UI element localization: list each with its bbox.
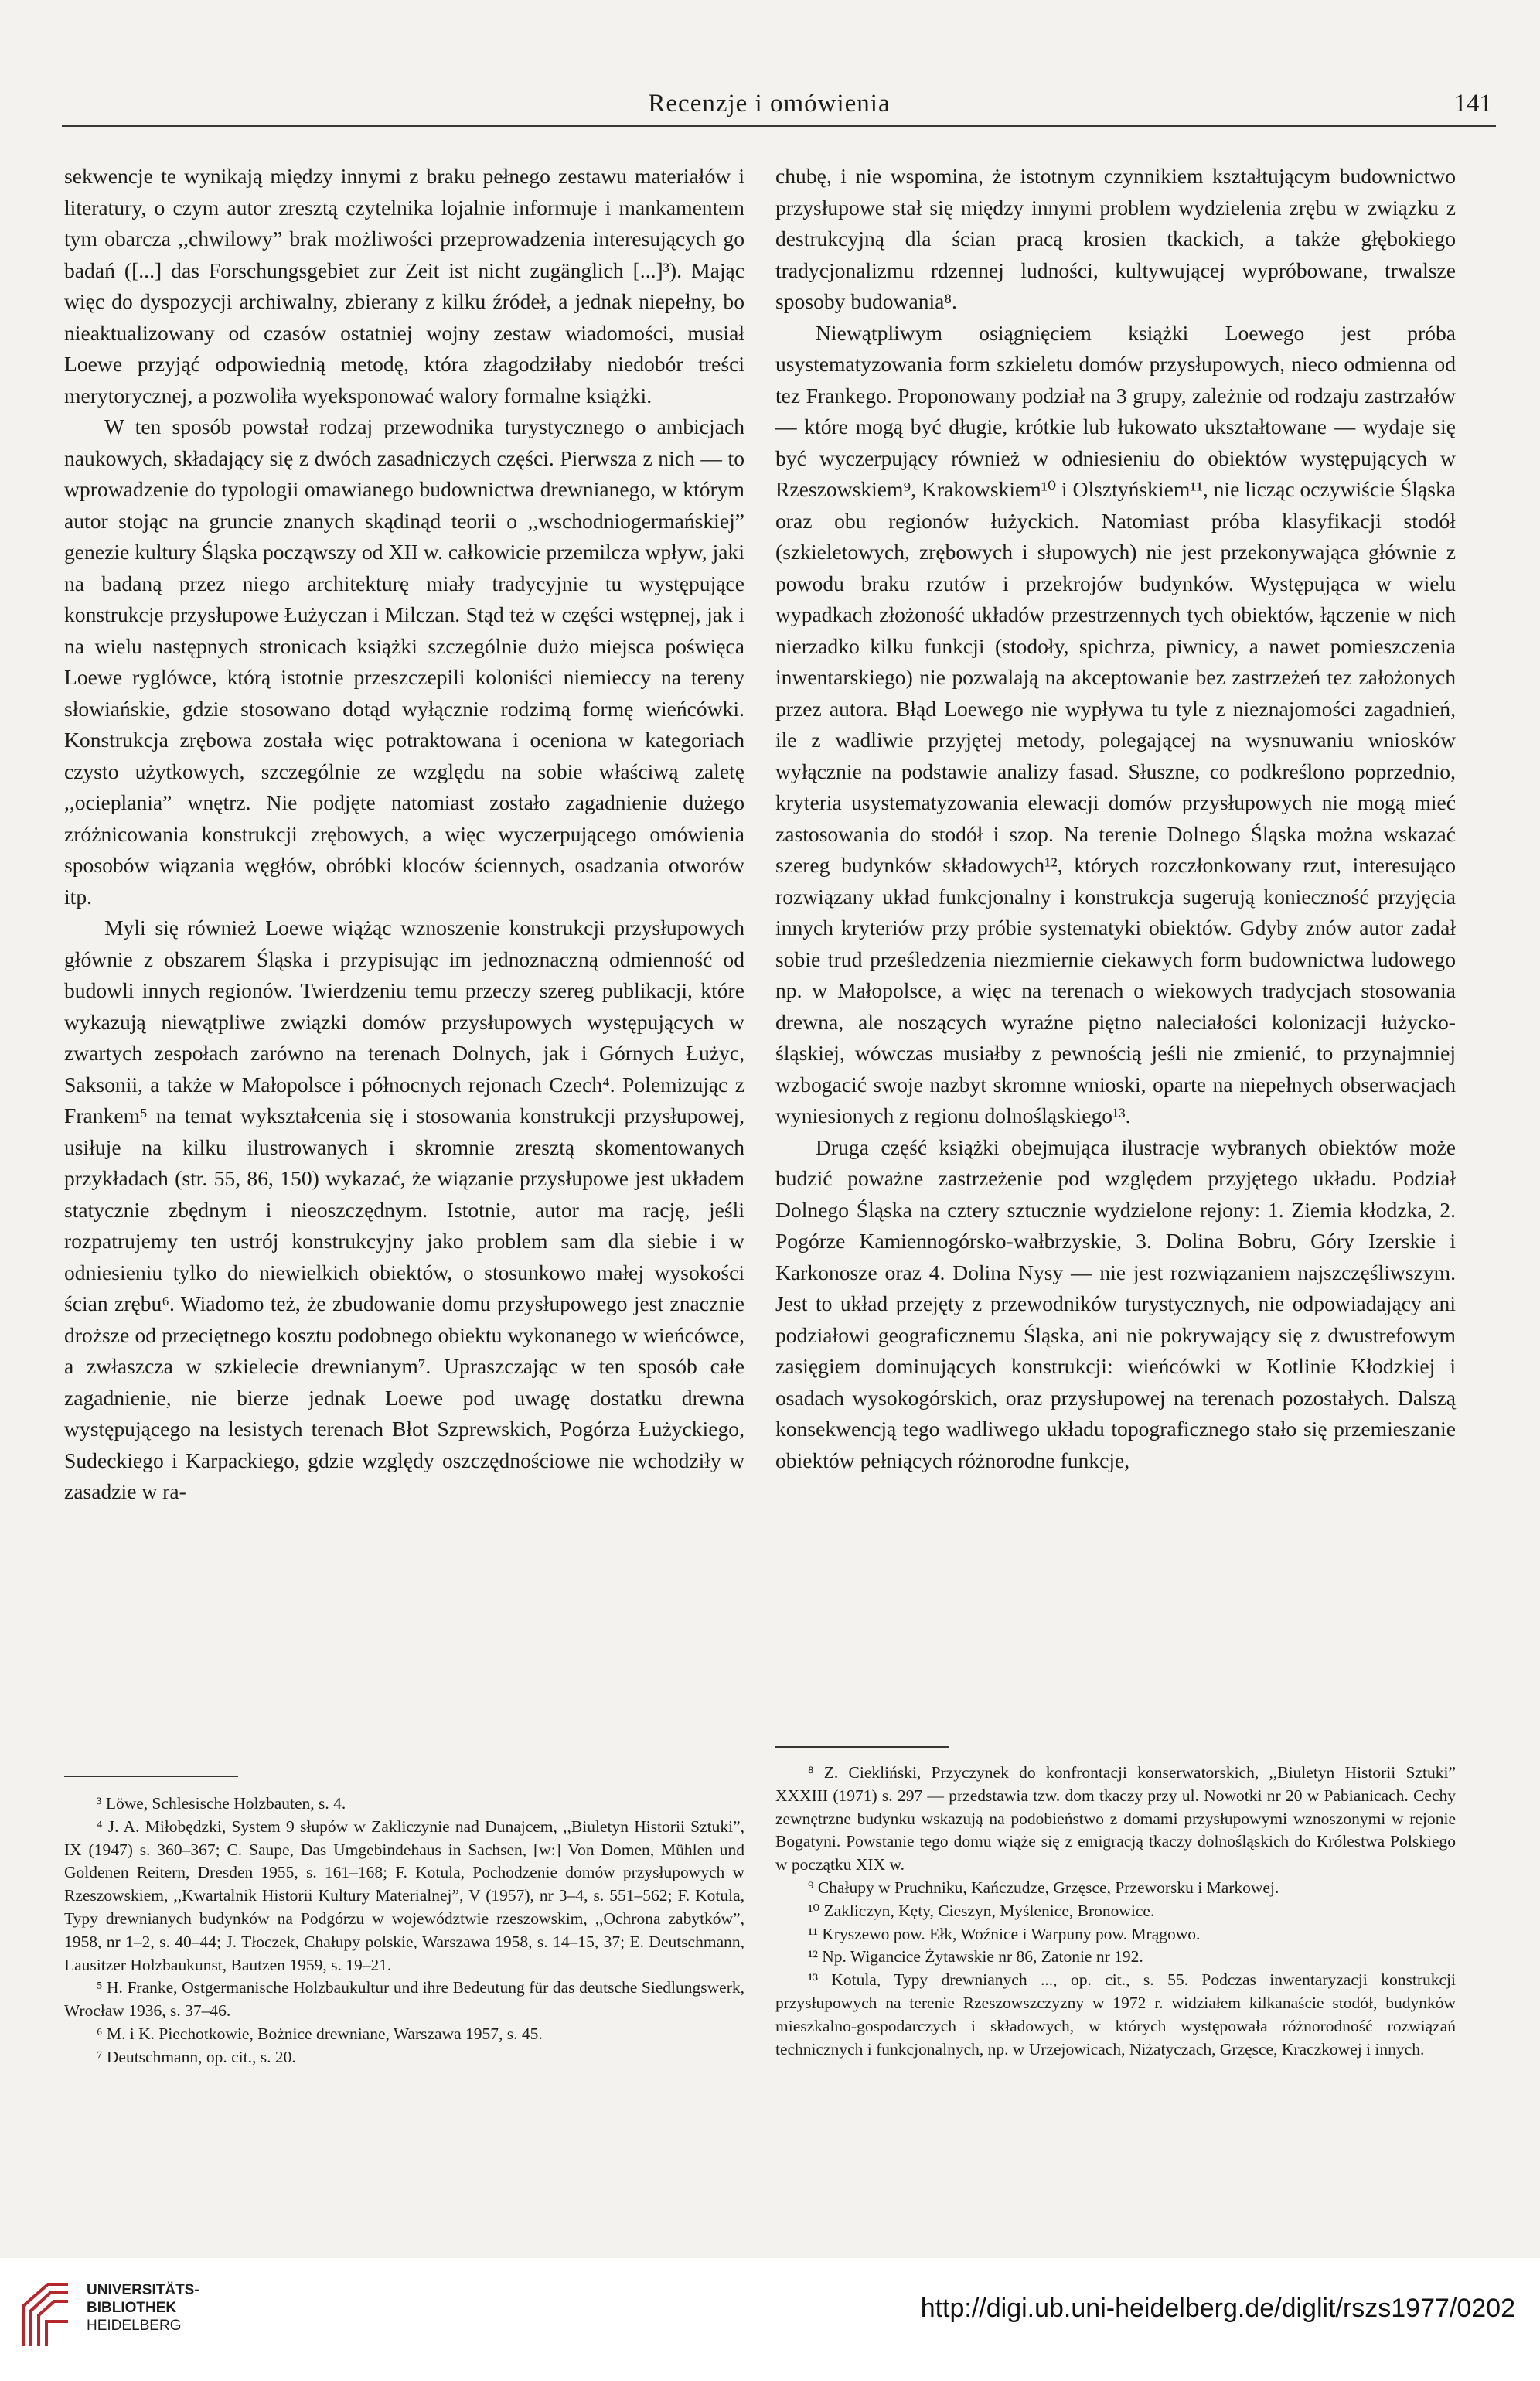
footnote: ⁸ Z. Ciekliński, Przyczynek do konfrontacji konserwatorskich, ,,Biuletyn Historii Sztuki” XXXIII (1971) s. 297 — przedstawia tzw. dom tkaczy przy ul. Nowotki nr 20 w Pabianicach. Cechy zewnętrzne budynku wskazują na podobieństwo z domami przysłupowymi wznoszonymi w rejonie Bogatyni. Powstanie tego domu wiąże się z emigracją tkaczy dolnośląskich do Królestwa Polskiego w początku XIX w. xyxy=(775,1763,1456,1874)
library-name-line: UNIVERSITÄTS- xyxy=(87,2282,199,2298)
paragraph: Niewątpliwym osiągnięciem książki Loewego jest próba usystematyzowania form szkieletu domów przysłupowych, nieco odmienna od tez Frankego. Proponowany podział na 3 grupy, zależnie od rodzaju zastrzałów — które mogą być długie, krótkie lub łukowato ukształtowane — wydaje się być wyczerpujący również w odniesieniu do obiektów występujących w Rzeszowskiem⁹, Krakowskiem¹⁰ i Olsztyńskiem¹¹, nie licząc oczywiście Śląska oraz obu regionów łużyckich. Natomiast próba klasyfikacji stodół (szkieletowych, zrębowych i słupowych) nie jest przekonywająca głównie z powodu braku rzutów i przekrojów budynków. Występująca w wielu wypadkach złożoność układów przestrzennych tych obiektów, łączenie w nich nierzadko kilku funkcji (stodoły, spichrza, piwnicy, a nawet pomieszczenia inwentarskiego) nie pozwalają na akceptowanie bez zastrzeżeń tez założonych przez autora. Błąd Loewego nie wypływa tu tyle z nieznajomości zagadnień, ile z wadliwie przyjętej metody, polegającej na wysnuwaniu wniosków wyłącznie na podstawie analizy fasad. Słuszne, co podkreślono poprzednio, kryteria usystematyzowania elewacji domów przysłupowych nie mogą mieć zastosowania do stodół i szop. Na terenie Dolnego Śląska można wskazać szereg budynków składowych¹², których rozczłonkowany rzut, interesująco rozwiązany układ funkcjonalny i konstrukcja sugerują konieczność przyjęcia innych kryteriów przy próbie systematyki obiektów. Gdyby znów autor zadał sobie trud prześledzenia niezmiernie ciekawych form budownictwa ludowego np. w Małopolsce, a więc na terenach o wiekowych tradycjach stosowania drewna, ale noszących wyraźne piętno naleciałości kolonizacji łużycko-śląskiej, wówczas musiałby z pewnością jeśli nie zmienić, to przynajmniej wzbogacić swoje nazbyt skromne wnioski, oparte na niepełnych obserwacjach wyniesionych z regionu dolnośląskiego¹³. xyxy=(775,320,1456,1127)
footnote: ⁹ Chałupy w Pruchniku, Kańczudze, Grzęsce, Przeworsku i Markowej. xyxy=(808,1878,1279,1897)
paragraph: chubę, i nie wspomina, że istotnym czynnikiem kształtującym budownictwo przysłupowe stał się między innymi problem wydzielenia zrębu w związku z destrukcyjną dla ścian pracą krosien tkackich, a także głębokiego tradycjonalizmu rdzennej ludności, kultywującej wypróbowane, trwalsze sposoby budowania⁸. xyxy=(775,164,1456,313)
page-number: 141 xyxy=(1453,90,1492,118)
footnote: ³ Löwe, Schlesische Holzbauten, s. 4. xyxy=(97,1794,346,1813)
running-head xyxy=(46,90,1492,136)
footnote-rule xyxy=(775,1746,949,1748)
footnote: ⁴ J. A. Miłobędzki, System 9 słupów w Zakliczynie nad Dunajcem, ,,Biuletyn Historii Sztuki”, IX (1947) s. 360–367; C. Saupe, Das Umgebindehaus in Sachsen, [w:] Von Domen, Mühlen und Goldenen Reitern, Dresden 1955, s. 161–168; F. Kotula, Pochodzenie domów przysłupowych w Rzeszowskiem, ,,Kwartalnik Historii Kultury Materialnej”, V (1957), nr 3–4, s. 551–562; F. Kotula, Typy drewnianych budynków na Podgórzu w województwie rzeszowskim, ,,Ochrona zabytków”, 1958, nr 1–2, s. 40–44; J. Tłoczek, Chałupy polskie, Warszawa 1958, s. 14–15, 37; E. Deutschmann, Lausitzer Holzbaukunst, Bautzen 1959, s. 19–21. xyxy=(64,1816,744,1974)
left-column xyxy=(64,161,744,1508)
footnote: ¹² Np. Wigancice Żytawskie nr 86, Zatonie nr 192. xyxy=(808,1947,1143,1967)
paragraph: sekwencje te wynikają między innymi z braku pełnego zestawu materiałów i literatury, o czym autor zresztą czytelnika lojalnie informuje i mankamentem tym obarcza ,,chwilowy” brak możliwości przeprowadzenia interesujących go badań ([...] das Forschungsgebiet zur Zeit ist nicht zugänglich [...]³). Mając więc do dyspozycji archiwalny, zbierany z kilku źródeł, a jednak niepełny, bo nieaktualizowany od czasów ostatniej wojny zestaw wiadomości, musiał Loewe przyjąć odpowiednią metodę, która złagodziłaby niedobór treści merytorycznej, a pozwoliła wyeksponować walory formalne książki. xyxy=(64,164,744,408)
library-name-line: HEIDELBERG xyxy=(87,2318,182,2334)
library-name xyxy=(87,2281,199,2335)
footnote: ¹¹ Kryszewo pow. Ełk, Woźnice i Warpuny pow. Mrągowo. xyxy=(808,1924,1201,1943)
left-footnotes xyxy=(64,1793,744,2069)
paragraph: Myli się również Loewe wiążąc wznoszenie konstrukcji przysłupowych głównie z obszarem Śląska i przypisując im jednoznaczną odmienność od budowli innych regionów. Twierdzeniu temu przeczy szereg publikacji, które wykazują niewątpliwe związki domów przysłupowych występujących w zwartych zespołach zarówno na terenach Dolnych, jak i Górnych Łużyc, Saksonii, a także w Małopolsce i północnych rejonach Czech⁴. Polemizując z Frankem⁵ na temat wykształcenia się i stosowania konstrukcji przysłupowej, usiłuje na kilku ilustrowanych i skromnie zresztą skomentowanych przykładach (str. 55, 86, 150) wykazać, że wiązanie przysłupowe jest układem statycznie zbędnym i nieoszczędnym. Istotnie, autor ma rację, jeśli rozpatrujemy ten ustrój konstrukcyjny jako problem sam dla siebie i w odniesieniu tylko do niewielkich obiektów, o stosunkowo małej wysokości ścian zrębu⁶. Wiadomo też, że zbudowanie domu przysłupowego jest znacznie droższe od przeciętnego kosztu podobnego obiektu wykonanego w wieńcówce, a zwłaszcza w szkielecie drewnianym⁷. Upraszczając w ten sposób całe zagadnienie, nie bierze jednak Loewe pod uwagę dostatku drewna występującego na lesistych terenach Błot Szprewskich, Pogórza Łużyckiego, Sudeckiego i Karpackiego, gdzie względy oszczędnościowe nie wchodziły w zasadzie w ra- xyxy=(64,916,744,1503)
footnote-rule xyxy=(64,1776,238,1777)
paragraph: Druga część książki obejmująca ilustracje wybranych obiektów może budzić poważne zastrzeżenie pod względem przyjętego układu. Podział Dolnego Śląska na cztery sztucznie wydzielone rejony: 1. Ziemia kłodzka, 2. Pogórze Kamiennogórsko-wałbrzyskie, 3. Dolina Bobru, Góry Izerskie i Karkonosze oraz 4. Dolina Nysy — nie jest rozwiązaniem najszczęśliwszym. Jest to układ przejęty z przewodników turystycznych, nie odpowiadający ani podziałowi geograficznemu Śląska, ani nie pokrywający się z dwustrefowym zasięgiem dominujących konstrukcji: wieńcówki w Kotlinie Kłodzkiej i osadach wysokogórskich, oraz przysłupowej na terenach pozostałych. Dalszą konsekwencją tego wadliwego układu topograficznego stało się przemieszanie obiektów pełniących różnorodne funkcje, xyxy=(775,1134,1456,1472)
footnote: ⁶ M. i K. Piechotkowie, Bożnice drewniane, Warszawa 1957, s. 45. xyxy=(97,2024,543,2043)
footnote: ⁵ H. Franke, Ostgermanische Holzbaukultur und ihre Bedeutung für das deutsche Siedlungswerk, Wrocław 1936, s. 37–46. xyxy=(64,1978,744,2021)
digitization-footer xyxy=(0,2258,1540,2381)
footnote: ¹³ Kotula, Typy drewnianych ..., op. cit., s. 55. Podczas inwentaryzacji konstrukcji przysłupowych na terenie Rzeszowszczyzny w 1972 r. widziałem kilkanaście stodół, budynków mieszkalno-gospodarczych i składowych, w których występowała różnorodność rozwiązań technicznych i funkcjonalnych, np. w Urzejowicach, Niżatyczach, Grzęsce, Kraczkowej i innych. xyxy=(775,1970,1456,2059)
paragraph: W ten sposób powstał rodzaj przewodnika turystycznego o ambicjach naukowych, składający się z dwóch zasadniczych części. Pierwsza z nich — to wprowadzenie do typologii omawianego budownictwa drewnianego, w którym autor stojąc na gruncie znanych skądinąd teorii o ,,wschodniogermańskiej” genezie kultury Śląska począwszy od XII w. całkowicie przemilcza wpływ, jaki na badaną przez niego architekturę miały tradycyjnie tu występujące konstrukcje przysłupowe Łużyczan i Milczan. Stąd też w części wstępnej, jak i na wielu następnych stronicach książki szczególnie dużo miejsca poświęca Loewe ryglówce, którą istotnie przeszczepili koloniści niemieccy na tereny słowiańskie, gdzie stosowano dotąd wyłącznie rodzimą formę wieńcówki. Konstrukcja zrębowa została więc potraktowana i oceniona w kategoriach czysto użytkowych, szczególnie ze względu na sobie właściwą zaletę ,,ocieplania” wnętrz. Nie podjęte natomiast zostało zagadnienie dużego zróżnicowania konstrukcji zrębowych, a więc wyczerpującego omówienia sposobów wiązania węgłów, obróbki kloców ściennych, osadzania otworów itp. xyxy=(64,414,744,909)
running-title: Recenzje i omówienia xyxy=(648,90,891,118)
ub-heidelberg-logo-icon xyxy=(19,2280,73,2349)
source-url-link[interactable]: http://digi.ub.uni-heidelberg.de/diglit/rszs1977/0202 xyxy=(920,2294,1515,2323)
right-column xyxy=(775,161,1456,1476)
header-rule xyxy=(62,125,1496,127)
footnote: ⁷ Deutschmann, op. cit., s. 20. xyxy=(97,2047,296,2066)
right-footnotes xyxy=(775,1762,1456,2061)
footnote: ¹⁰ Zakliczyn, Kęty, Cieszyn, Myślenice, Bronowice. xyxy=(808,1901,1155,1920)
library-name-line: BIBLIOTHEK xyxy=(87,2300,177,2316)
